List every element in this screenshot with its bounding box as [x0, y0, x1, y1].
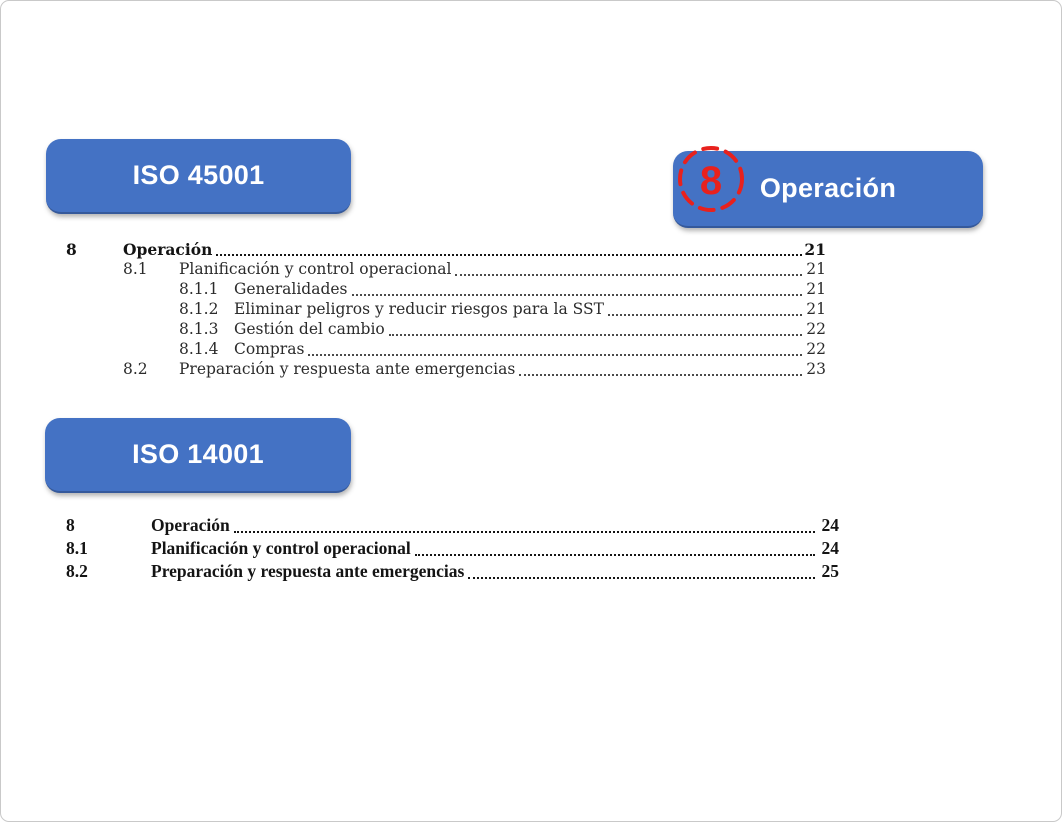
toc-row	[66, 340, 826, 360]
toc-entry-page: 24	[821, 515, 839, 535]
toc-entry-page: 22	[806, 320, 826, 338]
dot-leader	[519, 374, 802, 376]
toc-iso45001	[66, 240, 826, 380]
dot-leader	[234, 531, 815, 533]
badge-iso45001-label: ISO 45001	[132, 160, 265, 190]
dot-leader	[216, 254, 802, 256]
toc-entry-number: 8.1.4	[179, 340, 219, 358]
toc-entry-title: Generalidades	[234, 280, 348, 298]
toc-entry-title: Planificación y control operacional	[151, 538, 411, 558]
toc-entry-title: Eliminar peligros y reducir riesgos para la SST	[234, 300, 604, 318]
dot-leader	[455, 274, 802, 276]
dot-leader	[352, 294, 803, 296]
toc-entry-title: Preparación y respuesta ante emergencias	[151, 561, 465, 581]
toc-row	[66, 320, 826, 340]
badge-iso14001	[45, 418, 351, 493]
toc-row	[66, 240, 826, 260]
toc-entry-number: 8.1	[123, 260, 148, 278]
toc-entry-page: 23	[806, 360, 826, 378]
toc-entry-page: 25	[821, 561, 839, 581]
toc-entry-title: Operación	[151, 515, 230, 535]
toc-entry-number: 8.2	[66, 561, 88, 581]
toc-row	[66, 280, 826, 300]
toc-row	[66, 561, 839, 584]
toc-entry-number: 8.1.2	[179, 300, 219, 318]
toc-entry-number: 8	[66, 515, 75, 535]
dot-leader	[468, 577, 815, 579]
toc-entry-page: 22	[806, 340, 826, 358]
toc-row	[66, 538, 839, 561]
toc-iso14001	[66, 515, 839, 584]
badge-chapter-label: Operación	[759, 173, 897, 203]
toc-entry-number: 8.1.1	[179, 280, 219, 298]
toc-entry-page: 21	[806, 280, 826, 298]
toc-entry-number: 8	[66, 240, 77, 259]
toc-entry-number: 8.2	[123, 360, 148, 378]
dot-leader	[415, 554, 815, 556]
toc-entry-number: 8.1.3	[179, 320, 219, 338]
dot-leader	[308, 354, 802, 356]
toc-entry-page: 24	[821, 538, 839, 558]
toc-entry-page: 21	[806, 300, 826, 318]
toc-entry-page: 21	[804, 240, 826, 259]
toc-row	[66, 515, 839, 538]
toc-entry-title: Gestión del cambio	[234, 320, 385, 338]
dot-leader	[389, 334, 802, 336]
toc-entry-title: Preparación y respuesta ante emergencias	[179, 360, 516, 378]
toc-entry-title: Planificación y control operacional	[179, 260, 452, 278]
dot-leader	[608, 314, 802, 316]
toc-entry-title: Compras	[234, 340, 305, 358]
toc-row	[66, 360, 826, 380]
toc-entry-title: Operación	[123, 240, 213, 259]
toc-row	[66, 300, 826, 320]
toc-entry-number: 8.1	[66, 538, 88, 558]
toc-row	[66, 260, 826, 280]
chapter-number: 8	[699, 158, 723, 203]
badge-iso45001	[46, 139, 351, 214]
toc-entry-page: 21	[806, 260, 826, 278]
badge-iso14001-label: ISO 14001	[132, 439, 264, 469]
